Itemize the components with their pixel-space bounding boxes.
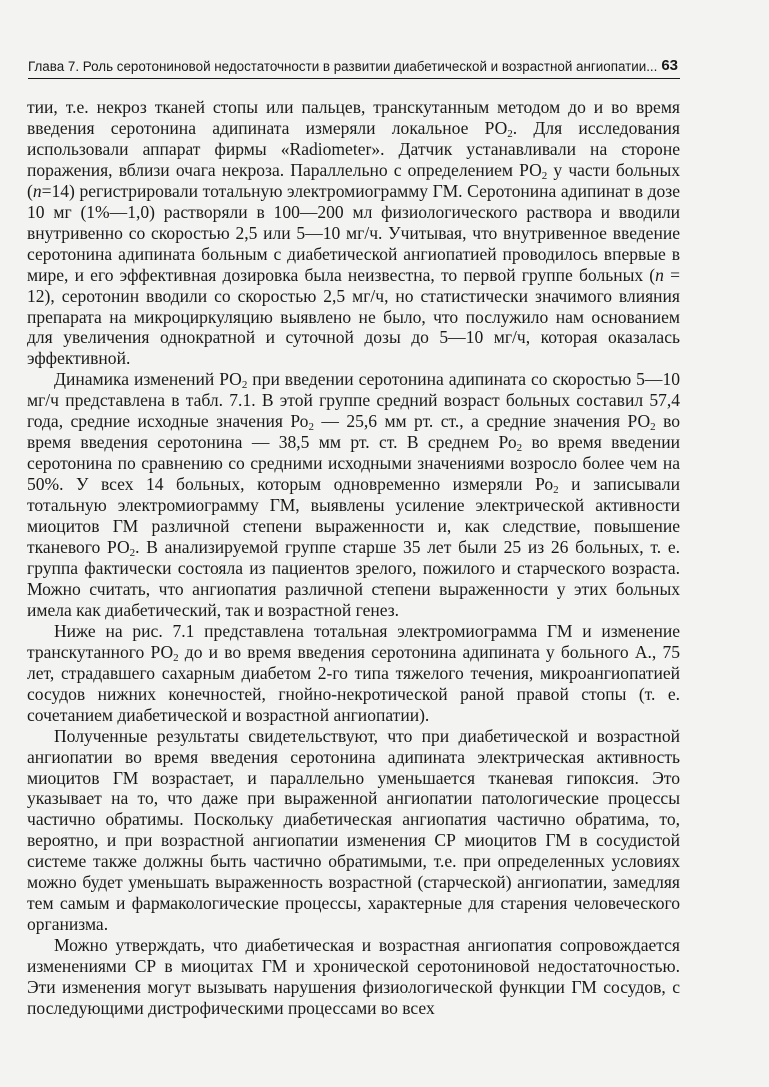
page-number: 63 bbox=[661, 57, 678, 74]
italic-variable: n bbox=[655, 264, 664, 285]
subscript: 2 bbox=[516, 442, 523, 455]
text-run: у части больных ( bbox=[27, 159, 681, 201]
italic-variable: n bbox=[32, 180, 42, 201]
chapter-title: Глава 7. Роль серотониновой недостаточности в развитии диабетической и возрастной ангиопатии... bbox=[28, 59, 658, 74]
subscript: 2 bbox=[129, 547, 136, 560]
text-run: во время введения серотонина — 38,5 мм рт. ст. В среднем Ро bbox=[27, 411, 681, 453]
subscript: 2 bbox=[541, 169, 548, 182]
subscript: 2 bbox=[507, 127, 513, 140]
text-run: = 12), серотонин вводили со скоростью 2,5 мг/ч, но статистически значимого влияния препарата на микроциркуляцию выявлено не было, что послужило нам основанием для увеличения однократной и суточной дозы до 5—10 мг/ч, которая оказалась эффективной. bbox=[27, 264, 680, 369]
text-run: . В анализируемой группе старше 35 лет были 25 из 26 больных, т. е. группа фактически состояла из пациентов зрелого, пожилого и старческого возраста. Можно считать, что ангиопатия различной степени выраженности у этих больных имела как диабетический, так и возрастной генез. bbox=[27, 537, 680, 620]
subscript: 2 bbox=[241, 379, 248, 392]
subscript: 2 bbox=[650, 421, 656, 434]
text-run: Ниже на рис. 7.1 представлена тотальная электромиограмма ГМ и изменение транскутанного РО bbox=[27, 620, 680, 662]
text-run: . Для исследования использовали аппарат фирмы «Radiometer». Датчик устанавливали на стороне поражения, вблизи очага некроза. Параллельно с определением РО bbox=[27, 117, 680, 180]
paragraph bbox=[27, 97, 680, 369]
body-text bbox=[27, 97, 680, 1019]
text-run: Динамика изменений РО bbox=[54, 369, 242, 390]
paragraph bbox=[27, 369, 680, 620]
subscript: 2 bbox=[173, 651, 179, 664]
paragraph bbox=[27, 621, 680, 726]
text-run: при введении серотонина адипината со скоростью 5—10 мг/ч представлена в табл. 7.1. В этой группе средний возраст больных составил 57,4 года, средние исходные значения Ро bbox=[27, 369, 680, 432]
subscript: 2 bbox=[553, 484, 559, 497]
text-run: во время введении серотонина по сравнению со средними исходными значениями возросло более чем на 50%. У всех 14 больных, которым одновременно измеряли Ро bbox=[27, 432, 680, 495]
text-run: тии, т.е. некроз тканей стопы или пальцев, транскутанным методом до и во время введения серотонина адипината измеряли локальное РО bbox=[27, 97, 680, 138]
text-run: =14) регистрировали тотальную электромиограмму ГМ. Серотонина адипинат в дозе 10 мг (1%—1,0) растворяли в 100—200 мл физиологического раствора и вводили внутривенно со скоростью 2,5 или 5—10 мг/ч. Учитывая, что внутривенное введение серотонина адипината больным с диабетической ангиопатией проводилось впервые в мире, и его эффективная дозировка была неизвестна, то первой группе больных ( bbox=[27, 180, 680, 285]
text-run: — 25,6 мм рт. ст., а средние значения РО bbox=[313, 411, 651, 432]
paragraph bbox=[27, 935, 680, 1019]
paragraph bbox=[27, 726, 680, 936]
text-run: Полученные результаты свидетельствуют, что при диабетической и возрастной ангиопатии во время введения серотонина адипината электрическая активность миоцитов ГМ возрастает, и параллельно уменьшается тканевая гипоксия. Это указывает на то, что даже при выраженной ангиопатии патологические процессы частично обратимы. Поскольку диабетическая ангиопатия частично обратима, то, вероятно, и при возрастной ангиопатии изменения СР миоцитов ГМ в сосудистой системе также должны быть частично обратимыми, т.е. при определенных условиях можно будет уменьшать выраженность возрастной (старческой) ангиопатии, замедляя тем самым и фармакологические процессы, характерные для старения человеческого организма. bbox=[27, 725, 680, 935]
text-run: и записывали тотальную электромиограмму ГМ, выявлены усиление электрической активности миоцитов ГМ различной степени выраженности и, как следствие, повышение тканевого РО bbox=[27, 474, 680, 558]
text-run: Можно утверждать, что диабетическая и возрастная ангиопатия сопровождается изменениями СР в миоцитах ГМ и хронической серотониновой недостаточностью. Эти изменения могут вызывать нарушения физиологической функции ГМ сосудов, с последующими дистрофическими процессами во всех bbox=[27, 935, 680, 1018]
text-run: до и во время введения серотонина адипината у больного А., 75 лет, страдавшего сахарным диабетом 2-го типа тяжелого течения, микроангиопатией сосудов нижних конечностей, гнойно-некротической раной правой стопы (т. е. сочетанием диабетической и возрастной ангиопатии). bbox=[27, 641, 680, 725]
running-header bbox=[28, 52, 680, 79]
subscript: 2 bbox=[308, 421, 314, 434]
